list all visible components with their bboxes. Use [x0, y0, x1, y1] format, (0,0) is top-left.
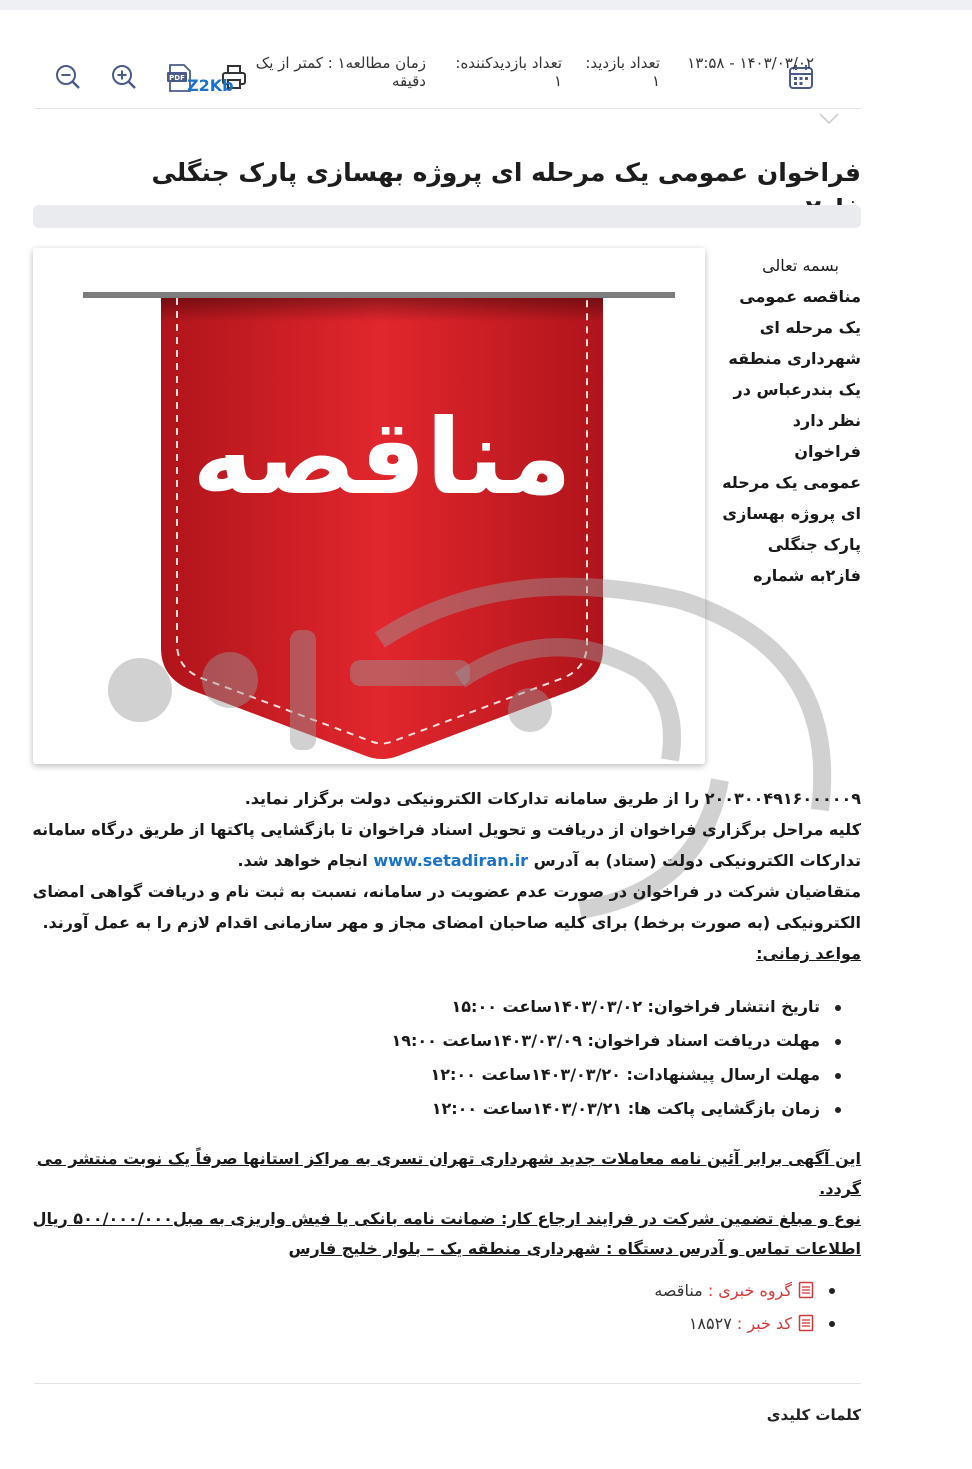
chevron-down-icon[interactable]	[818, 110, 840, 128]
intro-line: فاز۲به شماره	[753, 566, 861, 585]
notice-line: نوع و مبلغ تضمین شرکت در فرایند ارجاع کار: ضمانت نامه بانکی یا فیش واریزی به مبل۵۰۰/۰۰۰/۰۰۰ ریال	[32, 1209, 861, 1228]
news-group-value[interactable]: مناقصه	[654, 1281, 703, 1300]
intro-line: مناقصه عمومی	[739, 287, 861, 306]
intro-line: یک مرحله ای	[759, 318, 861, 337]
bottom-divider	[34, 1383, 861, 1384]
body-line-2-end: انجام خواهد شد.	[237, 851, 368, 870]
body-line-2	[31, 814, 861, 876]
intro-line: عمومی یک مرحله	[722, 473, 861, 492]
zoom-out-icon[interactable]	[54, 63, 82, 91]
news-code-item	[438, 1307, 838, 1340]
article-body	[31, 783, 861, 969]
news-code-value: ۱۸۵۲۷	[688, 1314, 732, 1333]
body-line-3: متقاضیان شرکت در فراخوان در صورت عدم عضویت در سامانه، نسبت به ثبت نام و دریافت گواهی امضای الکترونیکی (به صورت برخط) برای کلیه صاحبان امضای مجاز و مهر سازمانی اقدام لازم را به عمل آورند.	[32, 882, 861, 932]
document-icon	[798, 1314, 814, 1332]
visitor-count: تعداد بازدیدکننده: ۱	[455, 54, 562, 90]
deadline-item: زمان بازگشایی پاکت ها: ۱۴۰۳/۰۳/۲۱ساعت ۱۲:۰۰	[284, 1092, 844, 1126]
intro-line: یک بندرعباس در	[733, 380, 861, 399]
visit-count: تعداد بازدید: ۱	[585, 54, 660, 90]
setadiran-link[interactable]: www.setadiran.ir	[373, 851, 529, 870]
top-strip	[0, 0, 972, 10]
body-line-2-text: کلیه مراحل برگزاری فراخوان از دریافت و تحویل اسناد فراخوان تا بازگشایی پاکتها از طریق درگاه سامانه تدارکات الکترونیکی دولت (ستاد) به آدرس	[32, 820, 861, 870]
pdf-size: Z2Kb	[187, 76, 234, 95]
reading-time: زمان مطالعه۱ : کمتر از یک دقیقه	[255, 54, 426, 90]
news-tags	[438, 1274, 838, 1340]
page-title: فراخوان عمومی یک مرحله ای پروژه بهسازی پارک جنگلی	[151, 158, 861, 187]
tender-banner-image	[33, 248, 705, 764]
zoom-in-icon[interactable]	[110, 63, 138, 91]
document-icon	[798, 1281, 814, 1299]
intro-line: پارک جنگلی	[767, 535, 861, 554]
intro-line: شهرداری منطقه	[728, 349, 861, 368]
body-line-1: ۲۰۰۳۰۰۴۹۱۶۰۰۰۰۰۹ را از طریق سامانه تدارکات الکترونیکی دولت برگزار نماید.	[244, 789, 861, 808]
intro-line: ای پروژه بهسازی	[722, 504, 861, 523]
basme-line: بسمه تعالی	[762, 256, 839, 275]
keywords-heading: کلمات کلیدی	[766, 1406, 861, 1424]
deadline-item: مهلت دریافت اسناد فراخوان: ۱۴۰۳/۰۳/۰۹ساعت ۱۹:۰۰	[284, 1024, 844, 1058]
news-group-item[interactable]	[438, 1274, 838, 1307]
publish-date: ۱۴۰۳/۰۳/۰۲ - ۱۳:۵۸	[687, 54, 814, 72]
notices	[31, 1144, 861, 1264]
news-code-label: کد خبر :	[736, 1314, 792, 1333]
banner-word: مناقصه	[192, 396, 572, 518]
notice-line: اطلاعات تماس و آدرس دستگاه : شهرداری منطقه یک – بلوار خلیج فارس	[288, 1239, 861, 1258]
intro-line: نظر دارد فراخوان	[792, 411, 861, 461]
deadlines-list	[284, 990, 844, 1126]
notice-line: این آگهی برابر آئین نامه معاملات جدید شهرداری تهران تسری به مراکز استانها صرفاً یک نوبت منتشر می گردد.	[36, 1149, 861, 1198]
svg-text:PDF: PDF	[169, 74, 185, 82]
news-group-label: گروه خبری :	[707, 1281, 792, 1300]
meta-divider	[34, 108, 861, 109]
deadlines-heading: مواعد زمانی:	[756, 944, 861, 963]
deadline-item: مهلت ارسال پیشنهادات: ۱۴۰۳/۰۳/۲۰ساعت ۱۲:۰۰	[284, 1058, 844, 1092]
intro-text	[721, 250, 861, 591]
title-divider-bar	[33, 205, 861, 228]
deadline-item: تاریخ انتشار فراخوان: ۱۴۰۳/۰۳/۰۲ساعت ۱۵:۰۰	[284, 990, 844, 1024]
